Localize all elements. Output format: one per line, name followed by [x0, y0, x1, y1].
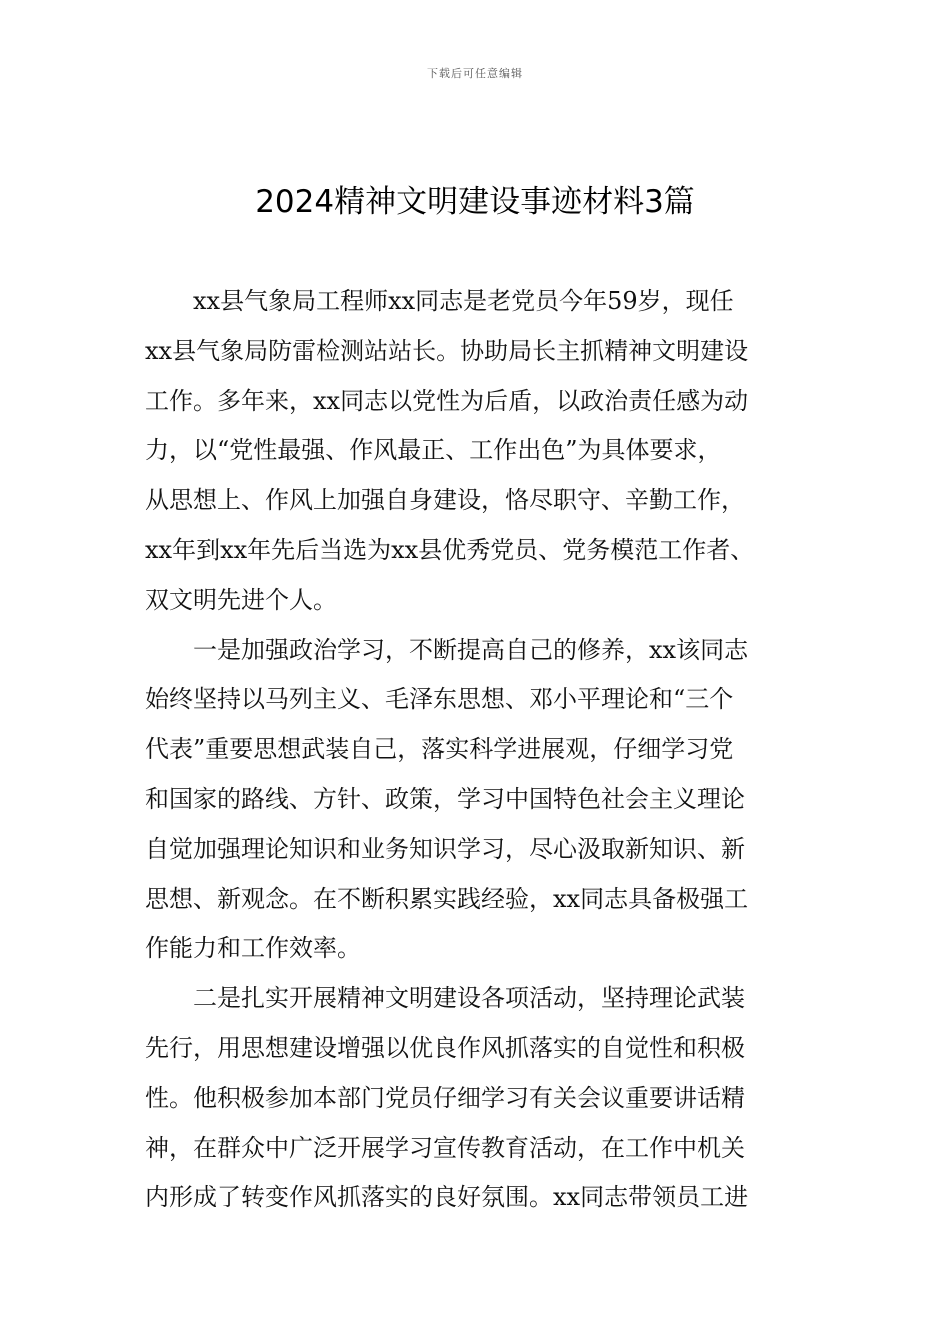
- document-body: [145, 277, 815, 1223]
- paragraph-3: 二是扎实开展精神文明建设各项活动，坚持理论武装 先行，用思想建设增强以优良作风抓落实的自觉性和积极 性。他积极参加本部门党员仔细学习有关会议重要讲话精 神，在群众中广泛开展学习宣传教育活动，在工作中机关 内形成了转变作风抓落实的良好氛围。xx同志带领员工进: [145, 984, 749, 1212]
- paragraph-1: xx县气象局工程师xx同志是老党员今年59岁，现任 xx县气象局防雷检测站站长。协助局长主抓精神文明建设 工作。多年来，xx同志以党性为后盾，以政治责任感为动 力，以“党性最强、作风最正、工作出色”为具体要求， 从思想上、作风上加强自身建设，恪尽职守、辛勤工作， xx年到xx年先后当选为xx县优秀党员、党务模范工作者、 双文明先进个人。: [145, 287, 755, 614]
- page-header-note: 下载后可任意编辑: [427, 67, 523, 80]
- document-title: 2024精神文明建设事迹材料3篇: [255, 184, 695, 220]
- paragraph-2: 一是加强政治学习，不断提高自己的修养，xx该同志 始终坚持以马列主义、毛泽东思想、邓小平理论和“三个 代表”重要思想武装自己，落实科学进展观，仔细学习党 和国家的路线、方针、政策，学习中国特色社会主义理论 自觉加强理论知识和业务知识学习，尽心汲取新知识、新 思想、新观念。在不断积累实践经验，xx同志具备极强工 作能力和工作效率。: [145, 635, 749, 963]
